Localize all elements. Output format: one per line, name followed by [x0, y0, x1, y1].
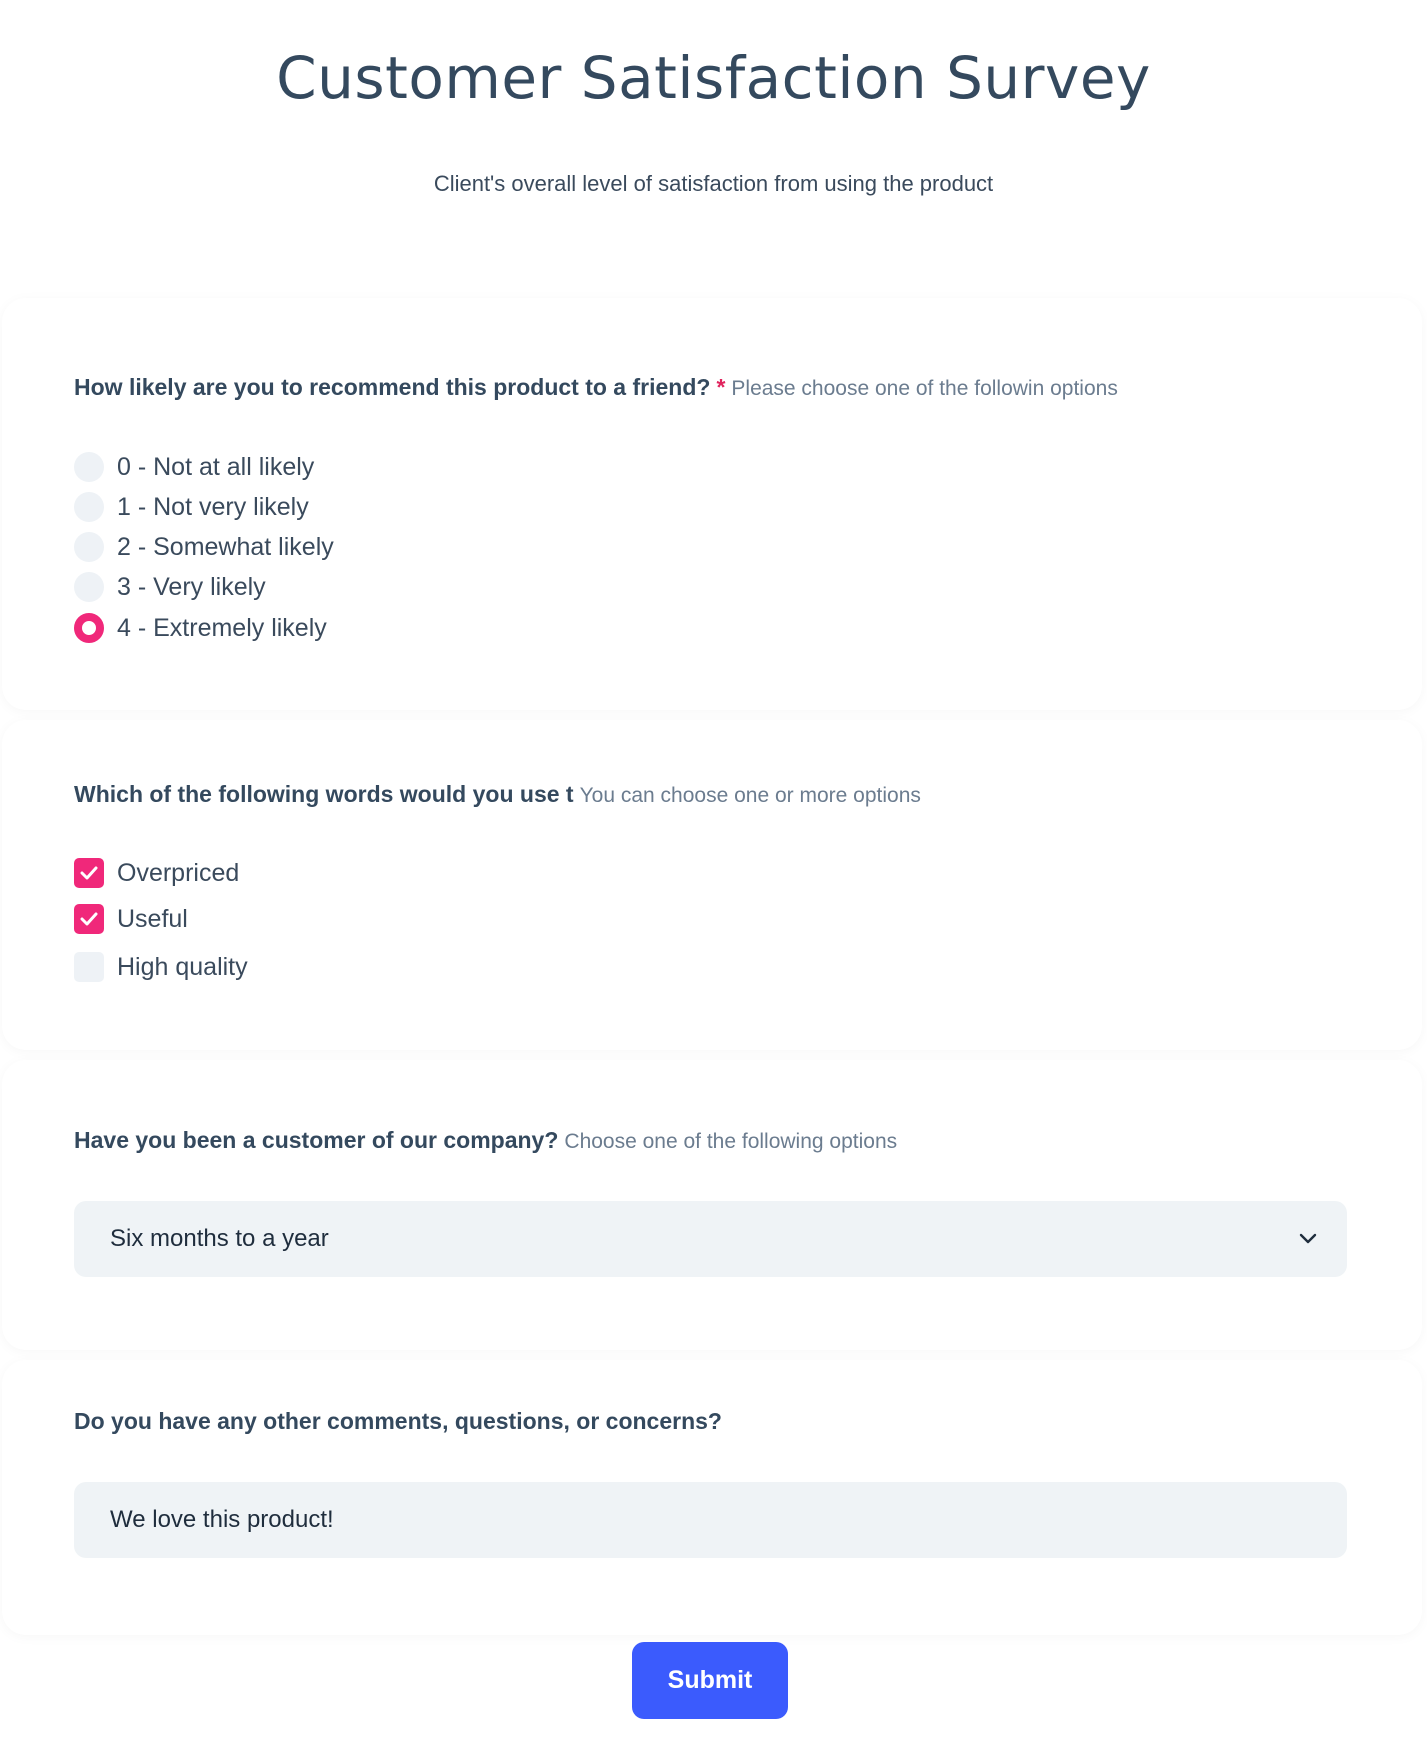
comments-input[interactable]	[74, 1482, 1347, 1558]
radio-option-4[interactable]	[74, 613, 327, 643]
question-text: Do you have any other comments, questions, or concerns?	[74, 1408, 722, 1434]
question-recommend	[74, 374, 1118, 401]
checkbox-checked[interactable]	[74, 858, 104, 888]
checkbox-option-high-quality[interactable]	[74, 952, 248, 982]
radio-option-1[interactable]	[74, 492, 309, 522]
checkbox-option-overpriced[interactable]	[74, 858, 239, 888]
radio-button[interactable]	[74, 572, 104, 602]
required-mark: *	[716, 374, 726, 400]
option-label: 3 - Very likely	[117, 572, 266, 601]
select-value: Six months to a year	[110, 1225, 329, 1252]
option-label: 4 - Extremely likely	[117, 613, 327, 642]
radio-button-selected[interactable]	[74, 613, 104, 643]
option-label: High quality	[117, 952, 248, 981]
option-label: 1 - Not very likely	[117, 492, 309, 521]
question-words	[74, 781, 921, 808]
checkbox-checked[interactable]	[74, 904, 104, 934]
check-icon	[80, 866, 98, 880]
page-subtitle: Client's overall level of satisfaction from using the product	[433, 171, 994, 196]
question-text: How likely are you to recommend this product to a friend?	[74, 374, 711, 400]
radio-option-0[interactable]	[74, 452, 314, 482]
option-label: Overpriced	[117, 858, 240, 887]
submit-button[interactable]: Submit	[632, 1642, 788, 1719]
customer-duration-select[interactable]	[74, 1201, 1347, 1277]
comments-value: We love this product!	[110, 1506, 334, 1533]
radio-option-3[interactable]	[74, 572, 266, 602]
question-hint: Please choose one of the followin options	[731, 377, 1118, 400]
question-hint: You can choose one or more options	[579, 784, 921, 807]
checkbox-option-useful[interactable]	[74, 904, 188, 934]
question-customer	[74, 1127, 897, 1154]
checkbox[interactable]	[74, 952, 104, 982]
question-comments	[74, 1408, 722, 1435]
page-title: Customer Satisfaction Survey	[276, 44, 1151, 112]
check-icon	[80, 912, 98, 926]
radio-button[interactable]	[74, 452, 104, 482]
radio-button[interactable]	[74, 532, 104, 562]
option-label: 0 - Not at all likely	[117, 452, 315, 481]
option-label: 2 - Somewhat likely	[117, 532, 334, 561]
radio-button[interactable]	[74, 492, 104, 522]
question-text: Which of the following words would you use t	[74, 781, 574, 807]
question-text: Have you been a customer of our company?	[74, 1127, 559, 1153]
radio-option-2[interactable]	[74, 532, 334, 562]
chevron-down-icon	[1297, 1228, 1319, 1250]
option-label: Useful	[117, 904, 188, 933]
question-hint: Choose one of the following options	[564, 1130, 898, 1153]
